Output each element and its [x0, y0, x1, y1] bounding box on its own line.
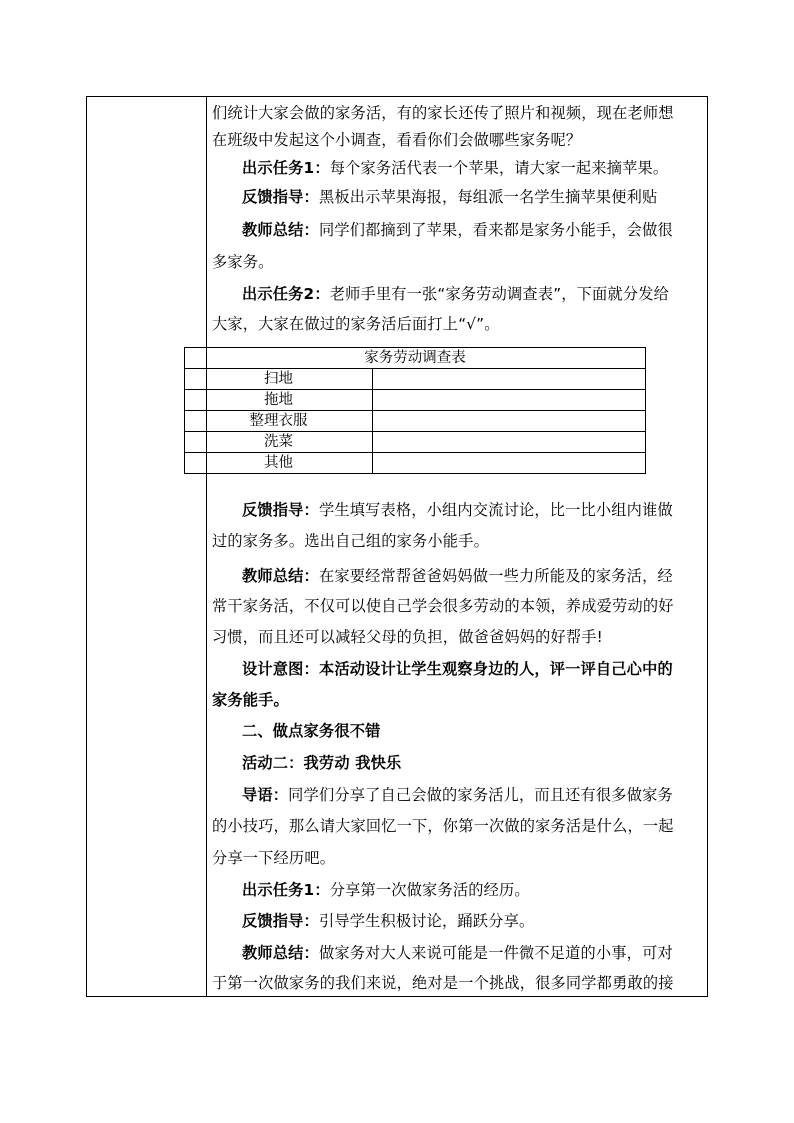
line-3: 出示任务1：每个家务活代表一个苹果，请大家一起来摘苹果。	[242, 159, 669, 177]
line-11: 教师总结：在家要经常帮爸爸妈妈做一些力所能及的家务活，经	[242, 567, 673, 585]
line-7: 出示任务2：老师手里有一张“家务劳动调查表”，下面就分发给	[242, 285, 669, 303]
survey-row	[185, 453, 646, 474]
survey-title: 家务劳动调查表	[185, 348, 646, 369]
survey-row	[185, 432, 646, 453]
content-cell	[208, 97, 707, 996]
survey-check-cell[interactable]	[373, 390, 646, 411]
line-6: 多家务。	[212, 253, 274, 271]
line-24: 于第一次做家务的我们来说，绝对是一个挑战，很多同学都勇敢的接	[212, 974, 674, 992]
left-column-cell	[87, 97, 207, 996]
line-22: 反馈指导：引导学生积极讨论，踊跃分享。	[242, 912, 535, 930]
line-12: 常干家务活，不仅可以使自己学会很多劳动的本领，养成爱劳动的好	[212, 597, 674, 615]
line-19: 的小技巧，那么请大家回忆一下，你第一次做的家务活是什么，一起	[212, 817, 674, 835]
line-21: 出示任务1：分享第一次做家务活的经历。	[242, 881, 530, 899]
line-9: 反馈指导：学生填写表格，小组内交流讨论，比一比小组内谁做	[242, 501, 673, 519]
line-20: 分享一下经历吧。	[212, 849, 336, 867]
line-18: 导语：同学们分享了自己会做的家务活儿，而且还有很多做家务	[242, 786, 673, 804]
chore-survey-table	[184, 347, 646, 474]
line-13: 习惯，而且还可以减轻父母的负担，做爸爸妈妈的好帮手!	[212, 628, 603, 646]
survey-item: 其他	[185, 453, 373, 474]
line-4: 反馈指导：黑板出示苹果海报，每组派一名学生摘苹果便利贴	[242, 188, 658, 206]
survey-row	[185, 369, 646, 390]
section-heading: 二、做点家务很不错	[242, 722, 381, 740]
line-10: 过的家务多。选出自己组的家务小能手。	[212, 532, 489, 550]
lesson-table	[86, 96, 708, 997]
line-14: 设计意图：本活动设计让学生观察身边的人，评一评自己心中的	[242, 660, 673, 678]
line-15: 家务能手。	[212, 691, 289, 709]
line-5: 教师总结：同学们都摘到了苹果，看来都是家务小能手，会做很	[242, 221, 673, 239]
line-1: 们统计大家会做的家务活，有的家长还传了照片和视频，现在老师想	[212, 104, 674, 122]
survey-check-cell[interactable]	[373, 369, 646, 390]
line-8: 大家，大家在做过的家务活后面打上“√”。	[212, 315, 500, 333]
survey-row	[185, 390, 646, 411]
activity-heading: 活动二：我劳动 我快乐	[242, 754, 402, 772]
survey-item: 扫地	[185, 369, 373, 390]
survey-item: 拖地	[185, 390, 373, 411]
survey-item: 整理衣服	[185, 411, 373, 432]
survey-row	[185, 411, 646, 432]
survey-item: 洗菜	[185, 432, 373, 453]
survey-header-row	[185, 348, 646, 369]
survey-check-cell[interactable]	[373, 411, 646, 432]
line-23: 教师总结：做家务对大人来说可能是一件微不足道的小事，可对	[242, 944, 673, 962]
survey-check-cell[interactable]	[373, 432, 646, 453]
survey-check-cell[interactable]	[373, 453, 646, 474]
line-2: 在班级中发起这个小调查，看看你们会做哪些家务呢？	[212, 131, 582, 149]
